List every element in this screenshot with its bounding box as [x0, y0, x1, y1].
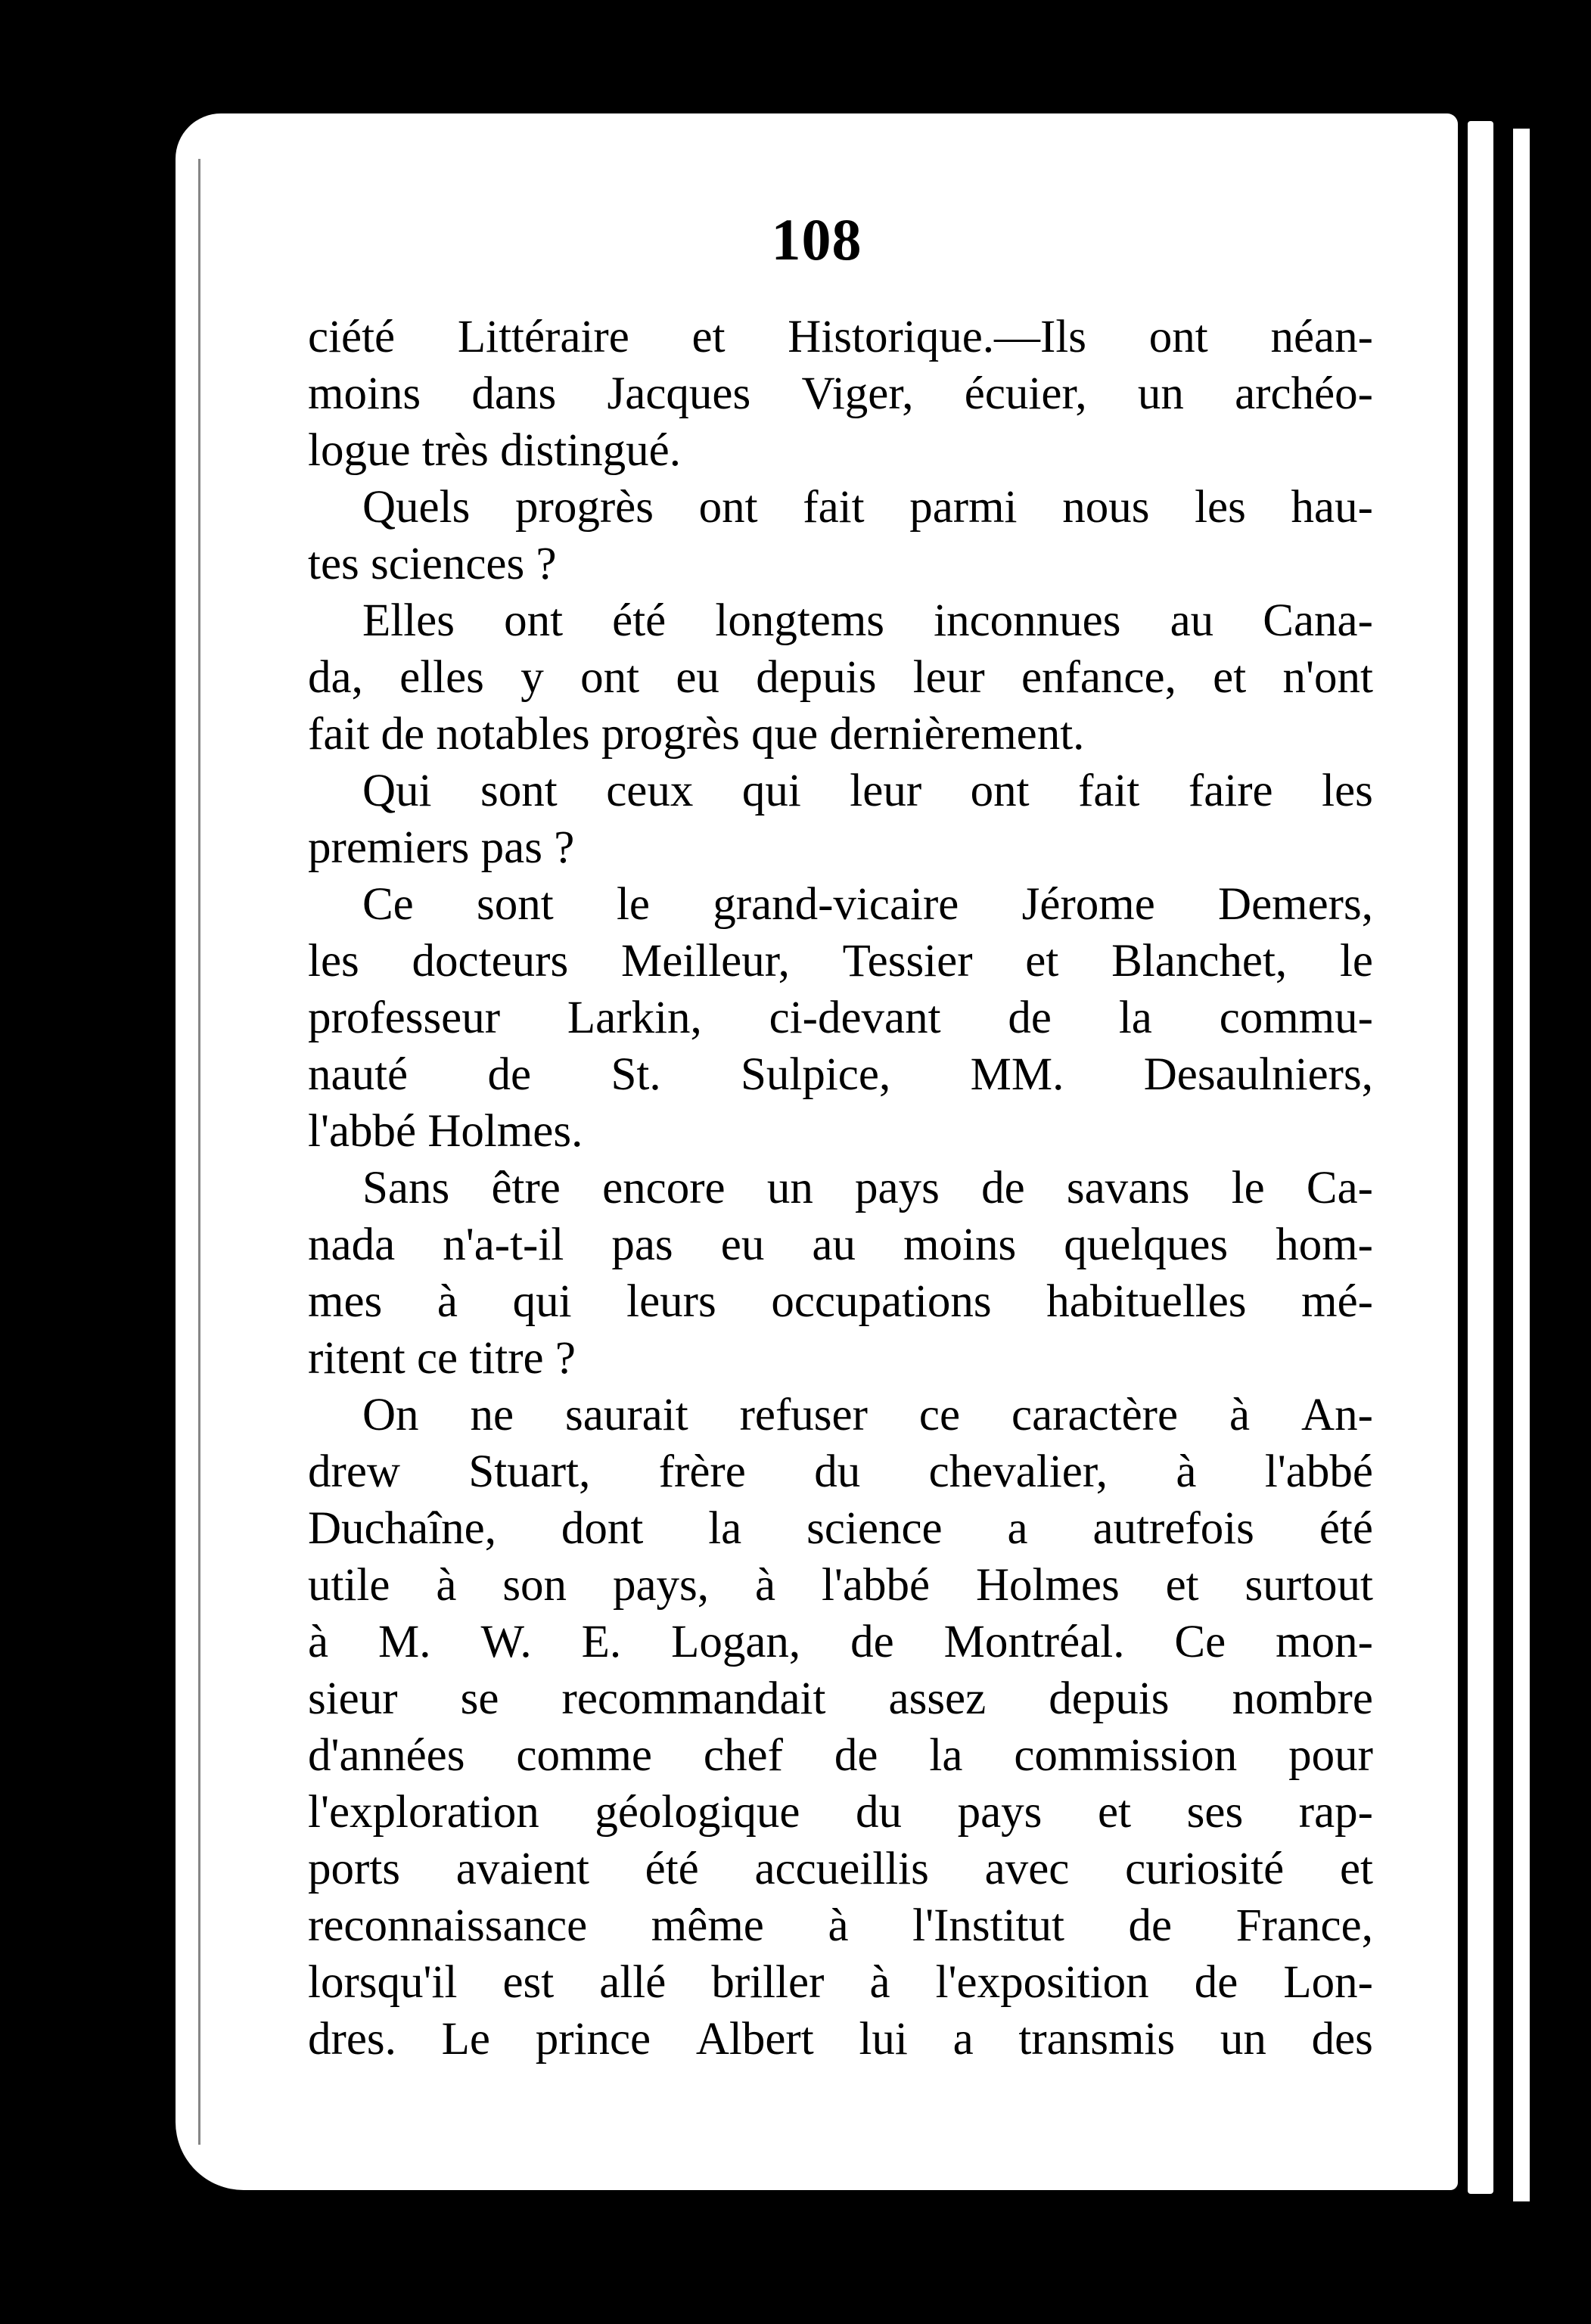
text-line: reconnaissance même à l'Institut de France, — [308, 1900, 1373, 1951]
text-line: Elles ont été longtems inconnues au Cana- — [362, 595, 1373, 646]
book-edge-strip — [1513, 129, 1530, 2201]
text-line: nauté de St. Sulpice, MM. Desaulniers, — [308, 1049, 1373, 1100]
text-line: ritent ce titre ? — [308, 1333, 576, 1384]
text-line: les docteurs Meilleur, Tessier et Blanchet, le — [308, 936, 1373, 986]
text-line: Sans être encore un pays de savans le Ca- — [362, 1163, 1373, 1213]
text-line: drew Stuart, frère du chevalier, à l'abbé — [308, 1446, 1373, 1497]
text-line: ciété Littéraire et Historique.—Ils ont néan- — [308, 312, 1373, 362]
text-line: Duchaîne, dont la science a autrefois été — [308, 1503, 1373, 1554]
text-line: d'années comme chef de la commission pour — [308, 1730, 1373, 1781]
text-line: premiers pas ? — [308, 822, 575, 873]
body-text — [308, 309, 1373, 2068]
text-line: moins dans Jacques Viger, écuier, un archéo- — [308, 368, 1373, 419]
text-line: logue très distingué. — [308, 425, 682, 476]
text-line: Quels progrès ont fait parmi nous les hau- — [362, 482, 1373, 533]
text-line: On ne saurait refuser ce caractère à An- — [362, 1390, 1373, 1440]
text-line: nada n'a-t-il pas eu au moins quelques hom- — [308, 1219, 1373, 1270]
book-spine-edge — [1468, 121, 1493, 2194]
text-line: mes à qui leurs occupations habituelles mé- — [308, 1276, 1373, 1327]
page-number: 108 — [771, 207, 862, 272]
text-line: Qui sont ceux qui leur ont fait faire les — [362, 766, 1373, 816]
text-line: fait de notables progrès que dernièrement. — [308, 709, 1085, 760]
text-line: lorsqu'il est allé briller à l'exposition de Lon- — [308, 1957, 1373, 2008]
text-line: utile à son pays, à l'abbé Holmes et surtout — [308, 1560, 1373, 1611]
text-line: da, elles y ont eu depuis leur enfance, et n'ont — [308, 652, 1373, 703]
text-line: Ce sont le grand-vicaire Jérome Demers, — [362, 879, 1373, 930]
text-line: professeur Larkin, ci-devant de la commu- — [308, 993, 1373, 1043]
text-line: dres. Le prince Albert lui a transmis un des — [308, 2014, 1373, 2065]
text-line: ports avaient été accueillis avec curiosité et — [308, 1844, 1373, 1894]
text-line: sieur se recommandait assez depuis nombre — [308, 1673, 1373, 1724]
text-line: l'abbé Holmes. — [308, 1106, 583, 1157]
text-line: à M. W. E. Logan, de Montréal. Ce mon- — [308, 1617, 1373, 1667]
book-page — [176, 113, 1458, 2190]
text-line: l'exploration géologique du pays et ses rap- — [308, 1787, 1373, 1838]
text-line: tes sciences ? — [308, 539, 557, 589]
